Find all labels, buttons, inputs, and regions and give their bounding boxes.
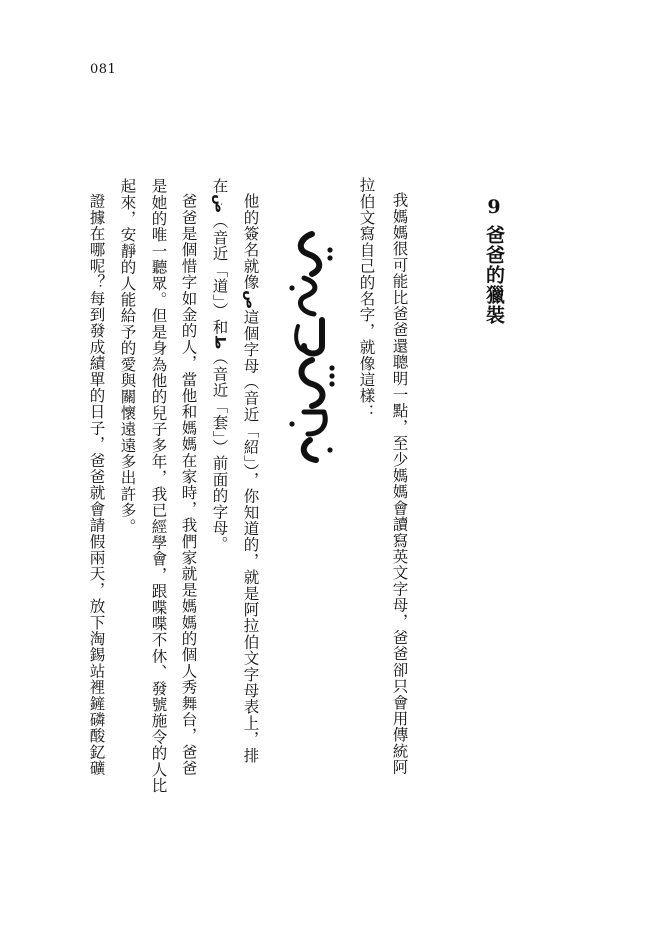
chapter-heading — [484, 196, 503, 325]
paragraph-1-line-1: 我媽媽很可能比爸爸還聰明一點，至少媽媽會讀寫英文字母，爸爸卻只會用傳統阿 — [390, 192, 409, 776]
paragraph-3-line-3: 起來，安靜的人能給予的愛與關懷遠遠多出許多。 — [118, 178, 137, 535]
page-number: 081 — [90, 62, 117, 77]
chapter-title: 爸爸的獵裝 — [483, 225, 505, 325]
chapter-number: 9 — [483, 196, 505, 219]
paragraph-3-line-1: 爸爸是個惜字如金的人，當他和媽媽在家時，我們家就是媽媽的個人秀舞台，爸爸 — [179, 193, 198, 777]
arabic-letter-sad: ص — [242, 290, 259, 310]
paragraph-4-line-1: 證據在哪呢？每到發成績單的日子，爸爸就會請假兩天，放下淘錫站裡鏟磷酸釔礦 — [87, 193, 106, 777]
paragraph-2-line-2: 在ض（音近「道」）和ط（音近「套」）前面的字母。 — [210, 178, 229, 553]
arabic-letter-dad: ض — [211, 194, 228, 214]
arabic-signature-image — [282, 228, 342, 468]
paragraph-1-line-2: 拉伯文寫自己的名字，就像這樣： — [357, 177, 376, 420]
paragraph-2-line-1: 他的簽名就像ص這個字母（音近「紹」），你知道的，就是阿拉伯文字母表上，排 — [241, 193, 260, 764]
arabic-letter-ta: ط — [211, 334, 228, 350]
paragraph-3-line-2: 是她的唯一聽眾。但是身為他的兒子多年，我已經學會，跟喋喋不休、發號施令的人比 — [149, 178, 168, 794]
